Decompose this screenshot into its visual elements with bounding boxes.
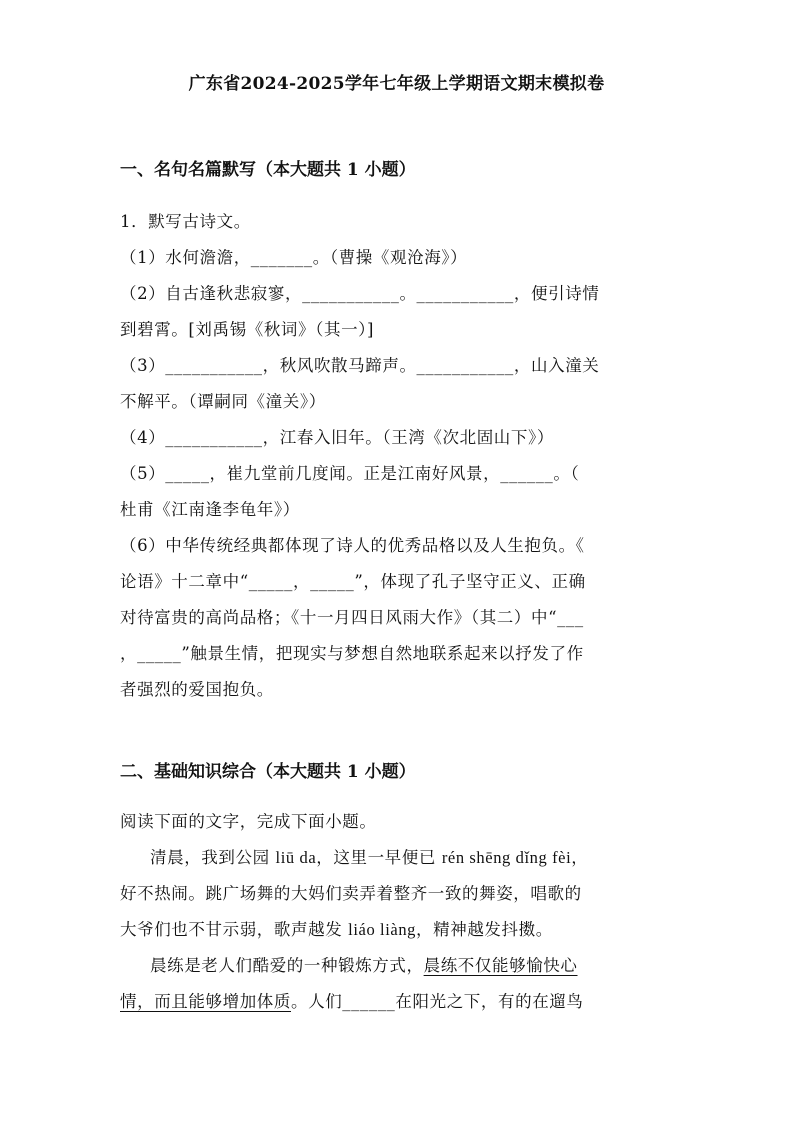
paragraph2-line2	[120, 988, 680, 1012]
paragraph2-text: 。人们______在阳光之下，有的在遛鸟	[291, 992, 584, 1011]
paragraph2-text: 晨练是老人们酷爱的一种锻炼方式，	[150, 956, 424, 975]
page-title: 广东省2024-2025学年七年级上学期语文期末模拟卷	[188, 74, 605, 94]
question1-item4: （4）___________，江春入旧年。（王湾《次北固山下》）	[120, 428, 554, 447]
question1-item5-line2: 杜甫《江南逢李龟年》）	[120, 500, 300, 519]
question1-item3-line1: （3）___________，秋风吹散马蹄声。___________，山入潼关	[120, 356, 600, 375]
question1-item2-line1: （2）自古逢秋悲寂寥，___________。___________，便引诗情	[120, 284, 600, 303]
paragraph1-line3	[120, 916, 680, 940]
section1-heading: 一、名句名篇默写（本大题共 1 小题）	[120, 160, 416, 180]
paragraph1-text: 大爷们也不甘示弱，歌声越发	[120, 920, 349, 939]
pinyin-renshengdingfei: rén shēng dǐng fèi	[441, 848, 572, 867]
paragraph1-text: ，精神越发抖擞。	[416, 920, 553, 939]
question1-item6-line1: （6）中华传统经典都体现了诗人的优秀品格以及人生抱负。《	[120, 536, 585, 555]
pinyin-liaoliang: liáo liàng	[348, 920, 417, 939]
question1-item6-line3: 对待富贵的高尚品格；《十一月四日风雨大作》（其二）中“___	[120, 608, 584, 627]
paragraph1-text: ，	[571, 848, 589, 867]
underlined-sentence: 晨练不仅能够愉快心	[423, 956, 578, 975]
question1-item3-line2: 不解平。（谭嗣同《潼关》）	[120, 392, 326, 411]
paragraph1-line1	[150, 844, 710, 868]
question1-item6-line2: 论语》十二章中“_____，_____”，体现了孔子坚守正义、正确	[120, 572, 586, 591]
section2-intro: 阅读下面的文字，完成下面小题。	[120, 812, 377, 831]
question1-item1: （1）水何澹澹，_______。（曹操《观沧海》）	[120, 248, 468, 267]
pinyin-liuda: liū da	[275, 848, 317, 867]
paragraph2-line1	[150, 952, 710, 976]
question1-prompt: 1．默写古诗文。	[120, 212, 251, 231]
paragraph1-text: ，这里一早便已	[316, 848, 442, 867]
question1-item6-line5: 者强烈的爱国抱负。	[120, 680, 274, 699]
question1-item5-line1: （5）_____，崔九堂前几度闻。正是江南好风景，______。（	[120, 464, 580, 483]
underlined-sentence: 情，而且能够增加体质	[120, 992, 291, 1011]
section2-heading: 二、基础知识综合（本大题共 1 小题）	[120, 762, 416, 782]
paragraph1-line2: 好不热闹。跳广场舞的大妈们卖弄着整齐一致的舞姿，唱歌的	[120, 884, 582, 903]
question1-item2-line2: 到碧霄。[刘禹锡《秋词》（其一）]	[120, 320, 375, 339]
paragraph1-text: 清晨，我到公园	[150, 848, 276, 867]
question1-item6-line4: ，_____”触景生情，把现实与梦想自然地联系起来以抒发了作	[120, 644, 584, 663]
